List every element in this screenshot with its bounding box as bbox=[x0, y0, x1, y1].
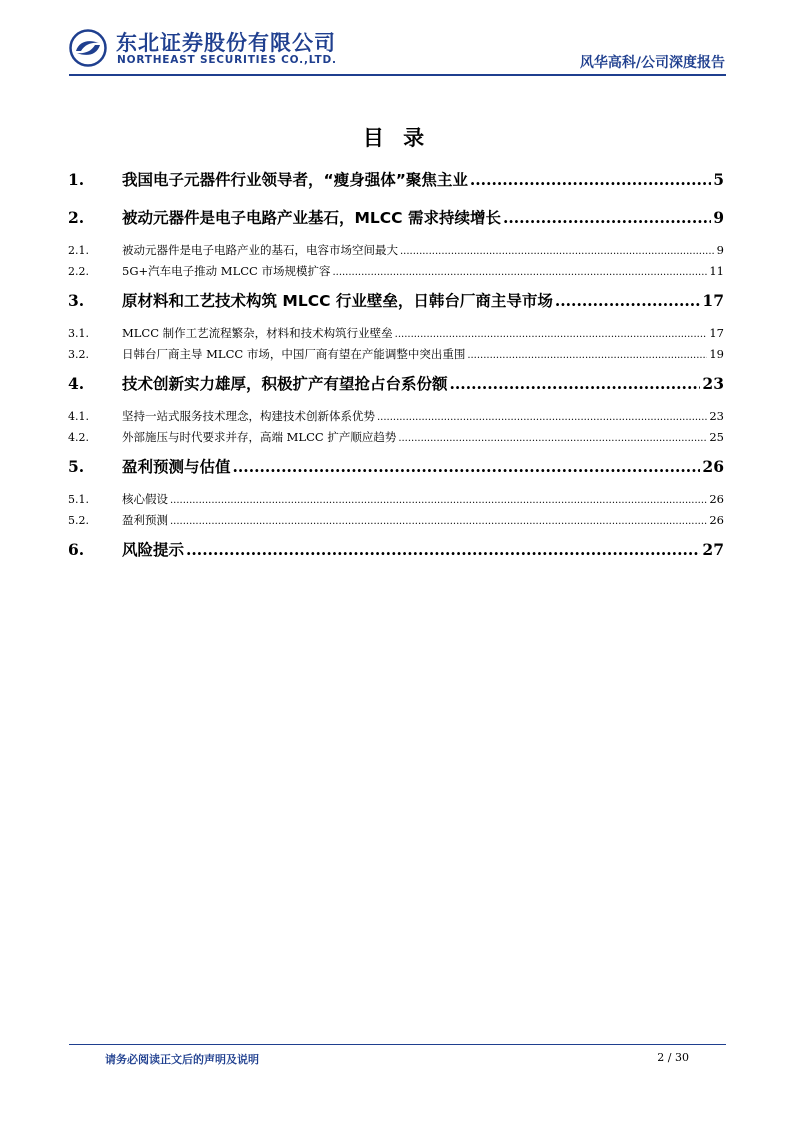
toc-entry-number: 5.2. bbox=[68, 514, 89, 527]
toc-section-entry[interactable] bbox=[68, 263, 724, 279]
toc-entry-number: 5. bbox=[68, 457, 85, 476]
toc-chapter-entry[interactable] bbox=[68, 206, 724, 228]
toc-entry-title: 日韩台厂商主导 MLCC 市场，中国厂商有望在产能调整中突出重围 bbox=[122, 347, 466, 361]
toc-entry-title: 被动元器件是电子电路产业的基石，电容市场空间最大 bbox=[122, 243, 398, 257]
toc-entry-title: 坚持一站式服务技术理念，构建技术创新体系优势 bbox=[122, 409, 375, 423]
toc-dot-leader bbox=[555, 291, 701, 310]
toc-entry-title: 技术创新实力雄厚，积极扩产有望抢占台系份额 bbox=[122, 375, 448, 393]
toc-chapter-entry[interactable] bbox=[68, 289, 724, 311]
page-number: 2 / 30 bbox=[657, 1051, 689, 1064]
toc-entry-title: 盈利预测与估值 bbox=[122, 458, 231, 476]
toc-dot-leader bbox=[398, 433, 707, 444]
toc-section-entry[interactable] bbox=[68, 408, 724, 424]
page-header bbox=[0, 0, 793, 80]
toc-dot-leader bbox=[170, 516, 707, 527]
toc-entry-number: 2.2. bbox=[68, 265, 89, 278]
toc-section-entry[interactable] bbox=[68, 491, 724, 507]
toc-entry-page: 5 bbox=[713, 170, 724, 189]
toc-entry-page: 26 bbox=[709, 492, 724, 506]
toc-entry-number: 1. bbox=[68, 170, 85, 189]
toc-dot-leader bbox=[186, 540, 700, 559]
toc-entry-number: 6. bbox=[68, 540, 85, 559]
toc-dot-leader bbox=[503, 208, 711, 227]
header-divider bbox=[69, 74, 726, 76]
toc-entry-page: 11 bbox=[709, 264, 724, 278]
toc-entry-number: 4. bbox=[68, 374, 85, 393]
toc-entry-page: 27 bbox=[702, 540, 724, 559]
toc-entry-page: 26 bbox=[702, 457, 724, 476]
toc-entry-title: 核心假设 bbox=[122, 492, 168, 506]
toc-section-entry[interactable] bbox=[68, 512, 724, 528]
toc-entry-number: 4.1. bbox=[68, 410, 89, 423]
toc-entry-page: 23 bbox=[702, 374, 724, 393]
toc-entry-page: 9 bbox=[713, 208, 724, 227]
toc-entry-title: 被动元器件是电子电路产业基石，MLCC 需求持续增长 bbox=[122, 209, 501, 227]
toc-section-entry[interactable] bbox=[68, 346, 724, 362]
toc-entry-page: 26 bbox=[709, 513, 724, 527]
toc-entry-page: 25 bbox=[709, 430, 724, 444]
toc-entry-number: 4.2. bbox=[68, 431, 89, 444]
toc-entry-title: 原材料和工艺技术构筑 MLCC 行业壁垒，日韩台厂商主导市场 bbox=[122, 292, 553, 310]
toc-chapter-entry[interactable] bbox=[68, 168, 724, 190]
toc-entry-title: 我国电子元器件行业领导者，“瘦身强体”聚焦主业 bbox=[122, 171, 468, 189]
toc-dot-leader bbox=[467, 350, 707, 361]
toc-entry-number: 3. bbox=[68, 291, 85, 310]
company-name-en: NORTHEAST SECURITIES CO.,LTD. bbox=[117, 54, 337, 66]
toc-section-entry[interactable] bbox=[68, 325, 724, 341]
toc-entry-title: MLCC 制作工艺流程繁杂，材料和技术构筑行业壁垒 bbox=[122, 326, 393, 340]
toc-entry-number: 2.1. bbox=[68, 244, 89, 257]
toc-dot-leader bbox=[450, 374, 701, 393]
toc-entry-title: 5G+汽车电子推动 MLCC 市场规模扩容 bbox=[122, 264, 331, 278]
report-type-label: 风华高科/公司深度报告 bbox=[579, 55, 725, 71]
toc-chapter-entry[interactable] bbox=[68, 538, 724, 560]
toc-dot-leader bbox=[400, 246, 715, 257]
toc-dot-leader bbox=[170, 495, 707, 506]
toc-dot-leader bbox=[395, 329, 708, 340]
toc-entry-page: 19 bbox=[709, 347, 724, 361]
toc-chapter-entry[interactable] bbox=[68, 455, 724, 477]
toc-dot-leader bbox=[332, 267, 707, 278]
toc-entry-title: 外部施压与时代要求并存，高端 MLCC 扩产顺应趋势 bbox=[122, 430, 397, 444]
toc-chapter-entry[interactable] bbox=[68, 372, 724, 394]
toc-dot-leader bbox=[470, 170, 711, 189]
footer-disclaimer: 请务必阅读正文后的声明及说明 bbox=[105, 1053, 259, 1066]
company-logo-icon bbox=[69, 29, 107, 67]
toc-entry-number: 3.1. bbox=[68, 327, 89, 340]
company-name-cn: 东北证券股份有限公司 bbox=[116, 31, 336, 55]
toc-entry-title: 风险提示 bbox=[122, 541, 185, 559]
toc-section-entry[interactable] bbox=[68, 242, 724, 258]
toc-entry-number: 3.2. bbox=[68, 348, 89, 361]
toc-entry-page: 9 bbox=[716, 243, 724, 257]
toc-entry-number: 2. bbox=[68, 208, 85, 227]
toc-entry-page: 17 bbox=[702, 291, 724, 310]
toc-title: 目 录 bbox=[362, 126, 431, 150]
toc-section-entry[interactable] bbox=[68, 429, 724, 445]
toc-entry-title: 盈利预测 bbox=[122, 513, 168, 527]
toc-entry-page: 17 bbox=[709, 326, 724, 340]
toc-dot-leader bbox=[377, 412, 707, 423]
toc-entry-page: 23 bbox=[709, 409, 724, 423]
toc-dot-leader bbox=[233, 457, 701, 476]
footer-divider bbox=[69, 1044, 726, 1045]
toc-entry-number: 5.1. bbox=[68, 493, 89, 506]
